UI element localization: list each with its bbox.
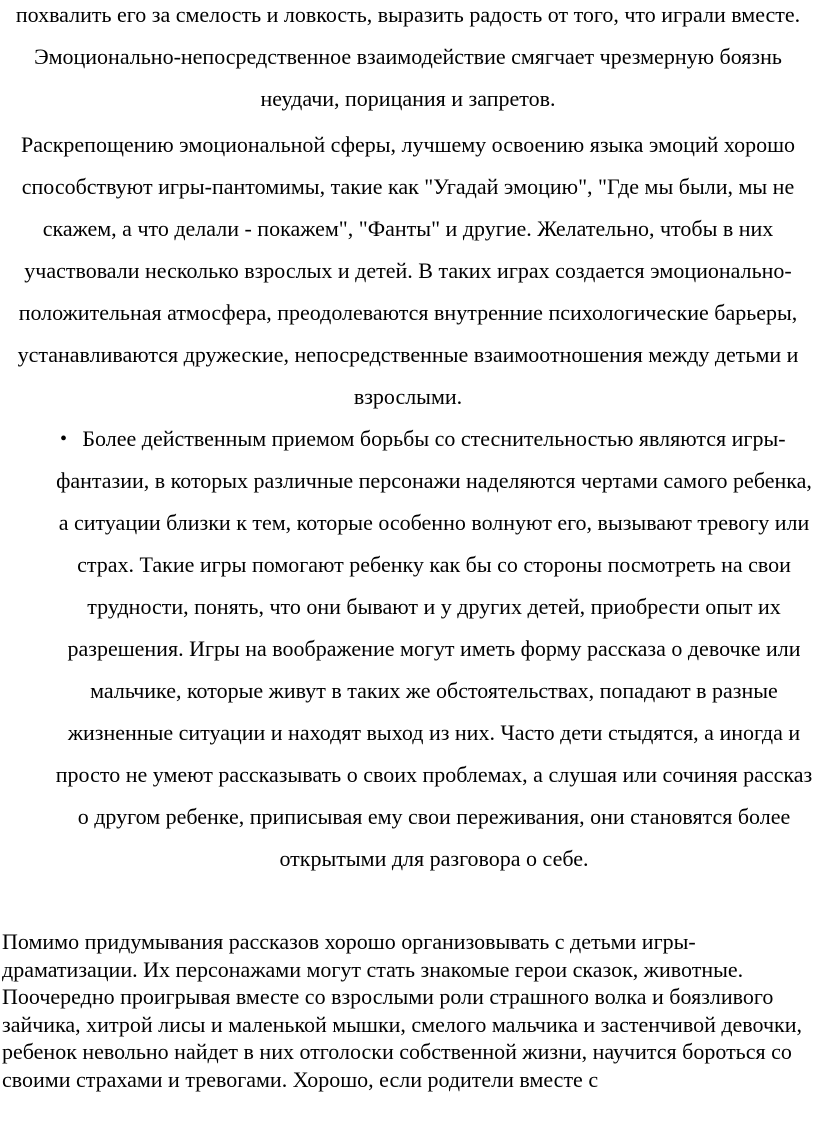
bullet-list — [44, 418, 816, 880]
paragraph-dramatization-games: Помимо придумывания рассказов хорошо организовывать с детьми игры-драматизации. Их персонажами могут стать знакомые герои сказок, животные. Поочередно проигрывая вместе со взрослыми роли страшного волка и боязливого зайчика, хитрой лисы и маленькой мышки, смелого мальчика и застенчивой девочки, ребенок невольно найдет в них отголоски собственной жизни, научится бороться со своими страхами и тревогами. Хорошо, если родители вместе с — [2, 929, 802, 1092]
bullet-item-fantasy-games: Более действенным приемом борьбы со стеснительностью являются игры-фантазии, в которых различные персонажи наделяются чертами самого ребенка, а ситуации близки к тем, которые особенно волнуют его, вызывают тревогу или страх. Такие игры помогают ребенку как бы со стороны посмотреть на свои трудности, понять, что они бывают и у других детей, приобрести опыт их разрешения. Игры на воображение могут иметь форму рассказа о девочке или мальчике, которые живут в таких же обстоятельствах, попадают в разные жизненные ситуации и находят выход из них. Часто дети стыдятся, а иногда и просто не умеют рассказывать о своих проблемах, а слушая или сочиняя рассказ о другом ребенке, приписывая ему свои переживания, они становятся более открытыми для разговора о себе. — [55, 426, 813, 871]
paragraph-pantomime-games: Раскрепощению эмоциональной сферы, лучшему освоению языка эмоций хорошо способствуют игры-пантомимы, такие как "Угадай эмоцию", "Где мы были, мы не скажем, а что делали - покажем", "Фанты" и другие. Желательно, чтобы в них участвовали несколько взрослых и детей. В таких играх создается эмоционально-положительная атмосфера, преодолеваются внутренние психологические барьеры, устанавливаются дружеские, непосредственные взаимоотношения между детьми и взрослыми. — [17, 132, 799, 409]
bullet-icon: • — [60, 428, 68, 450]
paragraph-praise: похвалить его за смелость и ловкость, выразить радость от того, что играли вместе. Эмоционально-непосредственное взаимодействие смягчает чрезмерную боязнь неудачи, порицания и запретов. — [15, 2, 801, 111]
